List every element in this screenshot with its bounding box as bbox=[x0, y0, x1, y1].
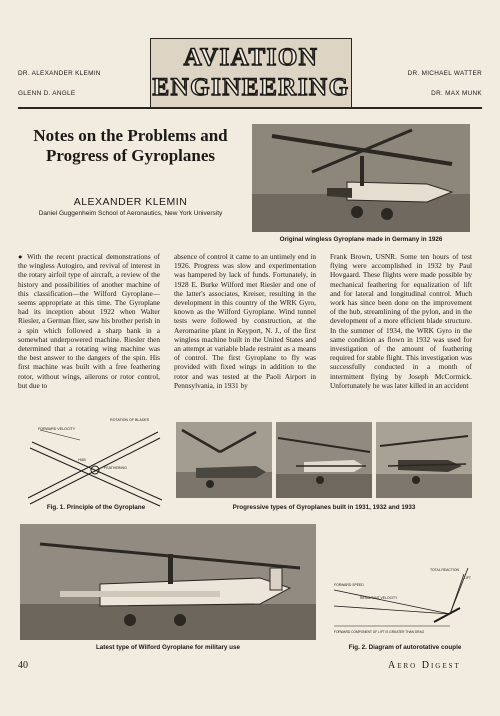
fig2-label: FORWARD SPEED bbox=[334, 583, 364, 587]
military-caption: Latest type of Wilford Gyroplane for military use bbox=[95, 644, 241, 651]
editor-name: DR. MICHAEL WATTER bbox=[407, 70, 482, 77]
masthead-line-1: AVIATION bbox=[183, 44, 319, 71]
article-column-3: Frank Brown, USNR. Some ten hours of test flying were accomplished in 1932 by Paul Hovgaard. These flights were made possible by mechanical feathering for equalization of lift and for lateral and longitudinal control. Much work has since been done on the improvement of the hub, streamlining of the pylon, and in the development of a more efficient blade structure. In the summer of 1934, the WRK Gyro in the same condition as flown in 1932 was used for investigation of the amount of feathering required for stable flight. This investigation was successfully conducted in a month of intermittent flying by Joseph McCormick. Unfortunately he was later killed in an accident bbox=[330, 252, 472, 390]
gyroplane-1932-photo bbox=[276, 422, 372, 498]
fig1-label: FEATHERING bbox=[104, 466, 127, 470]
article-title: Notes on the Problems and Progress of Gyroplanes bbox=[33, 126, 228, 165]
fig2-label: RESULTANT VELOCITY bbox=[360, 596, 398, 600]
editor-name: DR. ALEXANDER KLEMIN bbox=[18, 70, 101, 77]
fig1-label: HUB bbox=[78, 458, 86, 462]
fig2-caption: Fig. 2. Diagram of autorotative couple bbox=[348, 644, 462, 651]
publication-name: Aero Digest bbox=[388, 660, 461, 671]
military-gyroplane-photo bbox=[20, 524, 316, 640]
fig1-diagram bbox=[20, 418, 170, 510]
fig1-caption: Fig. 1. Principle of the Gyroplane bbox=[46, 504, 146, 511]
photo-caption: Original wingless Gyroplane made in Germany in 1926 bbox=[279, 236, 443, 243]
fig2-label: TOTAL REACTION bbox=[430, 568, 459, 572]
article-column-1: ● With the recent practical demonstrations of the wingless Autogiro, and revival of interest in the rotary airfoil type of aircraft, a review of the history and possibilities of another machine of this classification—the Wilford Gyroplane—seems appropriate at this time. The Gyroplane had its inception about 1922 when Walter Riesler, a German flier, saw his brother perish in a spin which followed a sharp bank in a somewhat underpowered machine. Riesler then determined that a rotating wing machine was the best answer to the dangers of the spin. His first machine was built with a free feathering rotor, without wings, ailerons or rotor control, but due to bbox=[18, 252, 160, 390]
header-rule bbox=[18, 107, 482, 109]
page-number: 40 bbox=[18, 660, 28, 671]
masthead-line-2: ENGINEERING bbox=[152, 74, 350, 101]
article-affiliation: Daniel Guggenheim School of Aeronautics, New York University bbox=[38, 210, 223, 217]
gyroplane-1931-photo bbox=[176, 422, 272, 498]
article-column-2: absence of control it came to an untimely end in 1926. Progress was slow and experimentation was hampered by lack of funds. Fortunately, in 1928 E. Burke Wilford met Riesler and one of the latter's associates, Kreiser, resulting in the development in this country of the WRK Gyro, known as the Wilford Gyroplane. Wind tunnel tests were followed by construction, at the Aeromarine plant in Keyport, N. J., of the first wingless machine built in the United States and an attempt at variable blade restraint as a means of control. The first Gyroplane to fly was provided with fixed wings in addition to the rotor and was tested at the Paoli Airport in Pennsylvania, in 1931 by bbox=[174, 252, 316, 390]
editor-name: DR. MAX MUNK bbox=[431, 90, 482, 97]
fig2-label: LIFT bbox=[464, 576, 471, 580]
original-gyroplane-photo bbox=[252, 124, 470, 232]
gyroplane-1933-photo bbox=[376, 422, 472, 498]
fig1-label: ROTATION OF BLADES bbox=[110, 418, 150, 422]
editor-name: GLENN D. ANGLE bbox=[18, 90, 76, 97]
fig1-label: FORWARD VELOCITY bbox=[38, 427, 76, 431]
fig2-label: FORWARD COMPONENT OF LIFT IS GREATER THAN DRAG bbox=[334, 630, 425, 634]
article-author: ALEXANDER KLEMIN bbox=[73, 196, 188, 208]
fig2-diagram bbox=[330, 566, 480, 642]
progressive-caption: Progressive types of Gyroplanes built in 1931, 1932 and 1933 bbox=[232, 504, 416, 511]
masthead bbox=[150, 38, 352, 108]
